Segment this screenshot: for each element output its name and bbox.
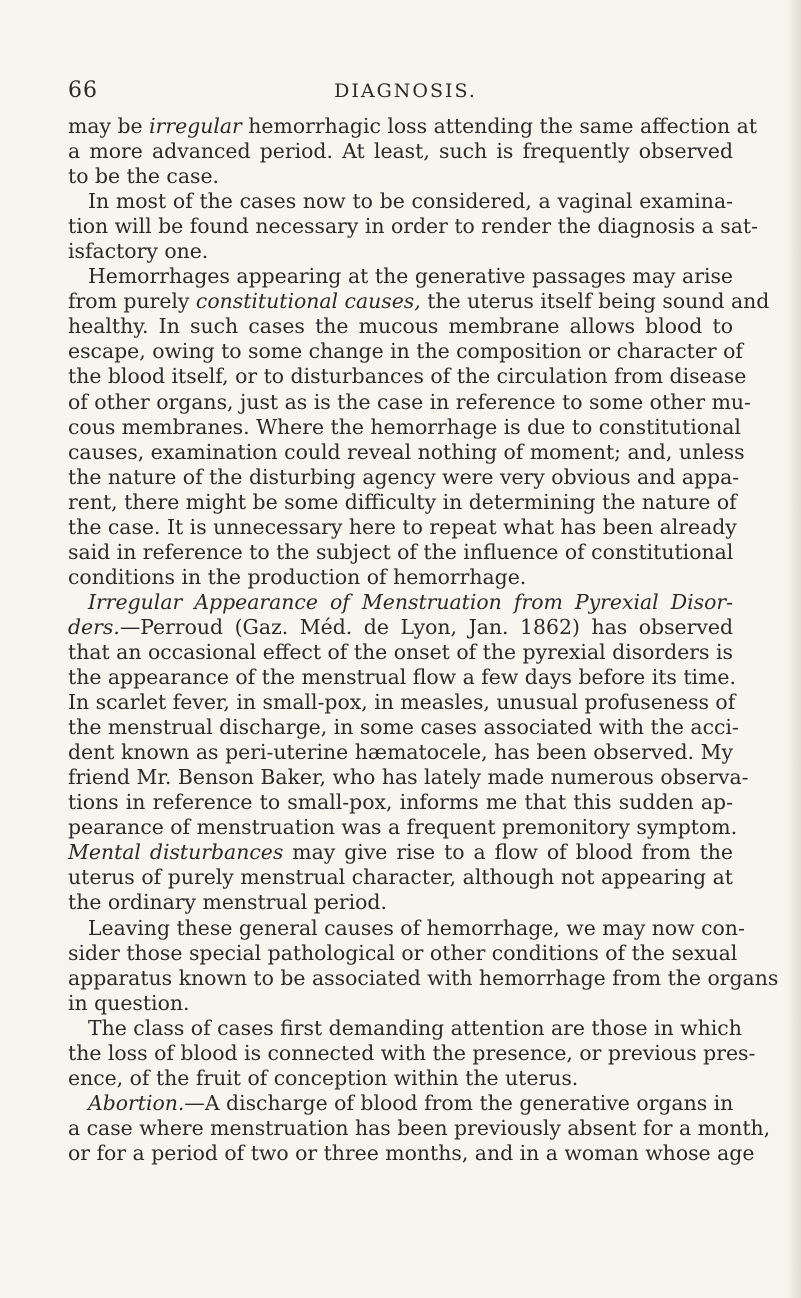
text-line [68,815,738,840]
italic-text: Mental disturbances [68,840,284,865]
page-edge-shadow [787,0,801,1298]
text-line [68,214,758,239]
text-segment: The class of cases first demanding attention are those in which [88,1015,742,1040]
text-line [68,439,745,465]
text-line [68,991,733,1016]
text-segment: in question. [68,990,190,1015]
page-header [68,78,733,104]
text-segment: uterus of purely menstrual character, although not appearing at [68,865,733,890]
text-line [68,1115,771,1141]
text-line [68,464,740,490]
text-segment: that an occasional effect of the onset of the pyrexial disorders is [68,639,733,664]
text-line [68,540,733,565]
text-line [68,590,733,615]
text-segment: tions in reference to small-pox, informs me that this sudden ap- [68,790,733,815]
text-line [68,189,733,214]
text-line [68,765,749,790]
text-segment: may be [68,114,150,138]
text-segment: —A discharge of blood from the generative organs in [184,1090,734,1115]
text-segment: dent known as peri-uterine hæmatocele, has been observed. My [68,740,733,765]
text-line [68,940,738,966]
text-segment: from purely [68,289,196,314]
text-line [68,514,737,540]
text-segment: a case where menstruation has been previously absent for a month, [68,1115,771,1140]
text-line [68,615,733,640]
text-segment: said in reference to the subject of the influence of constitutional [68,539,734,564]
text-segment: the menstrual discharge, in some cases associated with the acci- [68,715,739,740]
running-head: DIAGNOSIS. [334,80,477,102]
text-line [68,915,745,941]
text-segment: rent, there might be some difficulty in determining the nature of [68,489,737,514]
text-segment: isfactory one. [68,239,209,264]
text-line [68,740,733,765]
text-segment: the case. It is unnecessary here to repeat what has been already [68,514,737,539]
italic-text: irregular [149,114,242,138]
text-segment: healthy. In such cases the mucous membrane allows blood to [68,314,733,339]
page-number: 66 [68,78,98,103]
text-segment: the uterus itself being sound and [420,289,770,314]
text-line [68,139,733,164]
text-line [68,339,743,364]
text-segment: to be the case. [68,164,220,189]
text-segment: In most of the cases now to be considered, a vaginal examina- [88,189,733,214]
text-line [68,239,733,264]
text-line [68,1140,755,1166]
text-line [68,665,736,690]
text-segment: ence, of the fruit of conception within the uterus. [68,1065,579,1090]
text-segment: Hemorrhages appearing at the generative passages may arise [88,264,733,289]
text-line [68,1040,756,1066]
text-segment: Leaving these general causes of hemorrhage, we may now con- [88,915,745,940]
text-segment: causes, examination could reveal nothing of moment; and, unless [68,439,745,464]
text-line [68,414,741,440]
text-line [68,164,733,189]
text-line [68,289,770,314]
text-segment: cous membranes. Where the hemorrhage is due to constitutional [68,414,741,439]
text-segment: pearance of menstruation was a frequent premonitory symptom. [68,815,738,840]
text-segment: In scarlet fever, in small-pox, in measles, unusual profuseness of [68,690,736,715]
text-segment: escape, owing to some change in the composition or character of [68,339,743,364]
italic-text: Abortion. [88,1090,185,1115]
text-segment: sider those special pathological or other conditions of the sexual [68,940,738,965]
text-line [68,389,751,415]
text-line [68,840,733,865]
text-segment: the blood itself, or to disturbances of the circulation from disease [68,364,747,389]
text-segment: the appearance of the menstrual flow a few days before its time. [68,665,736,690]
text-segment: the nature of the disturbing agency were very obvious and appa- [68,464,740,489]
text-line [68,1015,742,1041]
text-segment: friend Mr. Benson Baker, who has lately made numerous observa- [68,765,749,790]
text-line [68,114,758,139]
text-line [68,364,747,389]
text-line [68,565,733,590]
text-segment: the loss of blood is connected with the presence, or previous pres- [68,1040,756,1065]
text-line [68,890,733,915]
italic-text: constitutional causes, [195,289,421,314]
text-segment: tion will be found necessary in order to render the diagnosis a sat- [68,214,758,239]
text-segment: a more advanced period. At least, such is frequently observed [68,139,733,164]
text-line [68,715,739,740]
text-segment: hemorrhagic loss attending the same affection at [241,114,758,138]
text-segment: may give rise to a flow of blood from the [283,840,733,865]
text-segment: —Perroud (Gaz. Méd. de Lyon, Jan. 1862) has observed [119,614,733,639]
text-line [68,264,733,289]
text-segment: apparatus known to be associated with hemorrhage from the organs [68,965,779,990]
text-line [68,965,779,991]
italic-text: ders. [68,614,120,639]
text-segment: of other organs, just as is the case in reference to some other mu- [68,389,751,414]
text-segment: or for a period of two or three months, and in a woman whose age [68,1140,755,1165]
text-line [68,690,736,715]
text-line [68,790,733,815]
text-line [68,1066,733,1091]
italic-text: Irregular Appearance of Menstruation from Pyrexial Disor- [88,589,733,614]
text-segment: the ordinary menstrual period. [68,890,387,915]
text-line [68,314,733,339]
text-line [68,1091,733,1116]
text-line [68,640,733,665]
text-segment: conditions in the production of hemorrhage. [68,564,527,589]
body-text [68,114,779,1166]
text-line [68,489,737,515]
text-line [68,865,733,890]
